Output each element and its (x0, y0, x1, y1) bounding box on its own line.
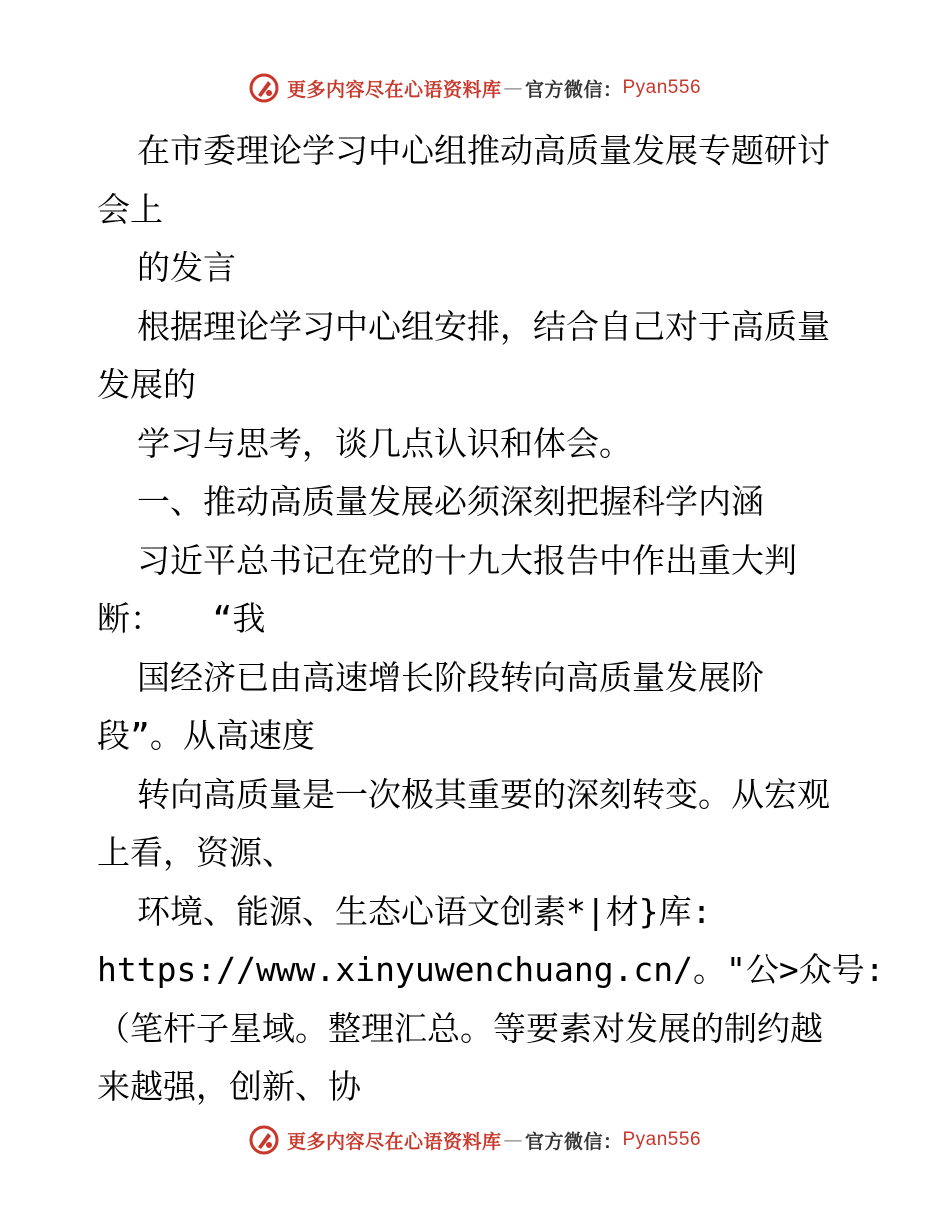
document-body (97, 122, 885, 1117)
text-line: 断： “我 (97, 599, 266, 638)
text-line: 根据理论学习中心组安排，结合自己对于高质量 (137, 306, 830, 346)
banner-main-text: 更多内容尽在心语资料库 (286, 78, 502, 101)
header-banner (0, 68, 950, 108)
banner-wx-label: 官方微信： (524, 1130, 623, 1153)
text-line: 段”。从高速度 (97, 716, 315, 755)
text-line: 转向高质量是一次极其重要的深刻转变。从宏观 (137, 774, 830, 814)
text-line: https://www.xinyuwenchuang.cn/。"公>众号: (97, 950, 885, 989)
text-line: 发展的 (97, 365, 196, 404)
text-line: 一、推动高质量发展必须深刻把握科学内涵 (137, 482, 764, 521)
text-line: 习近平总书记在党的十九大报告中作出重大判 (137, 540, 797, 580)
footer-banner (0, 1120, 950, 1160)
banner-main-text: 更多内容尽在心语资料库 (286, 1130, 502, 1153)
text-line: 会上 (97, 189, 163, 229)
banner-wx-id: Pyan556 (622, 77, 702, 98)
pen-nib-logo-icon (249, 73, 279, 103)
text-line: 来越强，创新、协 (97, 1067, 361, 1106)
pen-nib-logo-icon (249, 1125, 279, 1155)
banner-dash: — (503, 1129, 523, 1151)
text-line: 学习与思考，谈几点认识和体会。 (137, 423, 632, 463)
text-line: 的发言 (137, 248, 236, 287)
text-line: 国经济已由高速增长阶段转向高质量发展阶 (137, 657, 764, 697)
text-line: 在市委理论学习中心组推动高质量发展专题研讨 (137, 131, 830, 170)
text-line: （笔杆子星域。整理汇总。等要素对发展的制约越 (97, 1008, 823, 1048)
text-line: 上看，资源、 (97, 833, 295, 872)
banner-dash: — (503, 77, 523, 99)
banner-wx-id: Pyan556 (622, 1129, 702, 1150)
banner-wx-label: 官方微信： (524, 78, 623, 101)
text-line: 环境、能源、生态心语文创素*|材}库: (137, 891, 712, 931)
